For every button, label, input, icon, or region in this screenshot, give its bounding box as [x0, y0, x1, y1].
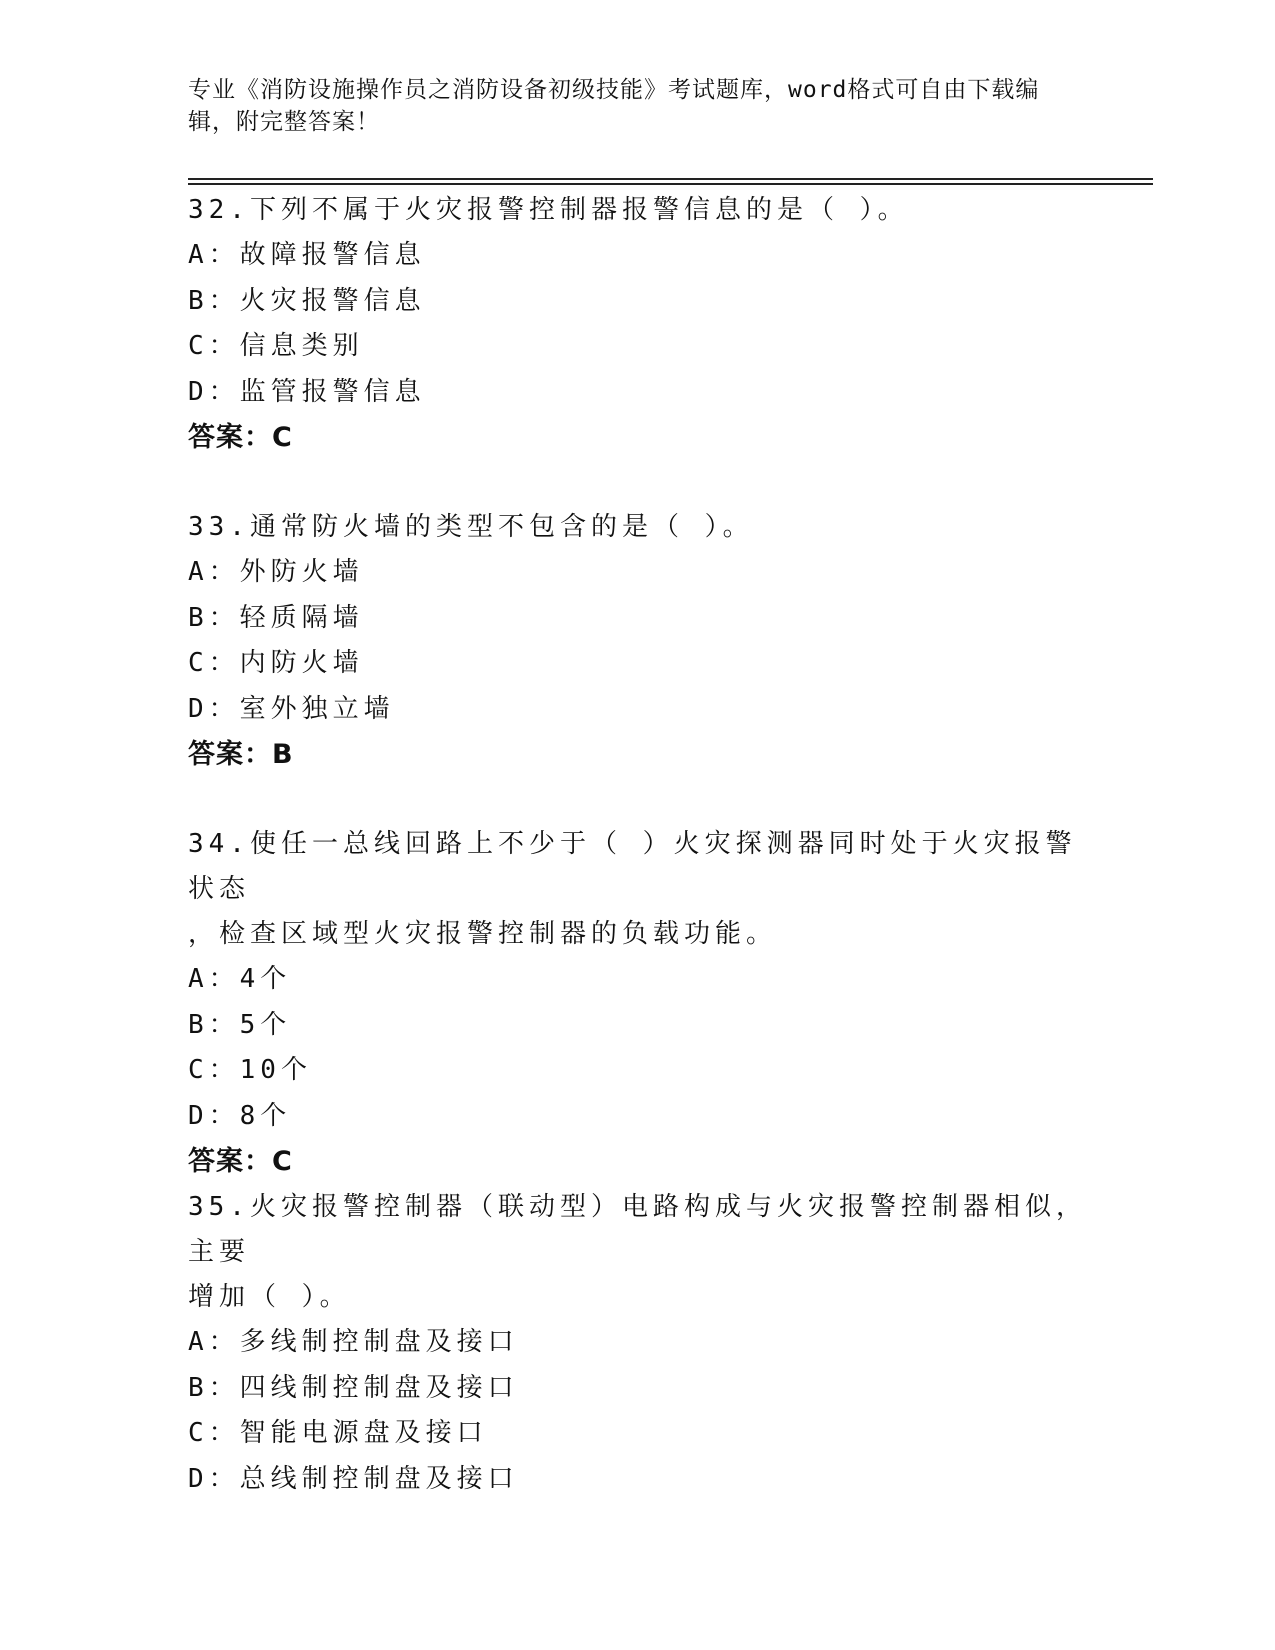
question-34: [188, 822, 1088, 1185]
header-divider-top: [188, 178, 1153, 180]
question-stem-line-1: 35.火灾报警控制器（联动型）电路构成与火灾报警控制器相似，主要: [188, 1192, 1087, 1267]
question-stem: 32.下列不属于火灾报警控制器报警信息的是（ ）。: [188, 195, 909, 225]
question-35: [188, 1185, 1088, 1502]
option-a: A：外防火墙: [188, 557, 364, 587]
option-c: C：内防火墙: [188, 648, 364, 678]
answer: 答案：B: [188, 739, 294, 770]
question-stem-line-2: 增加（ ）。: [188, 1282, 351, 1312]
option-b: B：轻质隔墙: [188, 602, 364, 633]
question-stem-line-1: 34.使任一总线回路上不少于（ ）火灾探测器同时处于火灾报警状态: [188, 829, 1077, 904]
question-stem: 33.通常防火墙的类型不包含的是（ ）。: [188, 512, 754, 542]
option-a: A：4个: [188, 964, 292, 994]
option-d: D：监管报警信息: [188, 376, 426, 407]
answer: 答案：C: [188, 422, 293, 453]
header-divider-bottom: [188, 183, 1153, 185]
option-c: C：10个: [188, 1055, 312, 1085]
header-line-2: 辑，附完整答案！: [188, 109, 380, 135]
option-b: B：火灾报警信息: [188, 285, 426, 316]
option-d: D：室外独立墙: [188, 693, 395, 724]
question-33: [188, 505, 1088, 778]
option-a: A：故障报警信息: [188, 240, 426, 270]
question-32: [188, 188, 1088, 461]
answer: 答案：C: [188, 1146, 293, 1177]
option-b: B：5个: [188, 1009, 292, 1040]
header-line-1: 专业《消防设施操作员之消防设备初级技能》考试题库，word格式可自由下载编: [188, 77, 1040, 103]
question-stem-line-2: ，检查区域型火灾报警控制器的负载功能。: [188, 919, 778, 949]
document-header: [188, 74, 1068, 138]
option-c: C：信息类别: [188, 331, 364, 361]
option-d: D：8个: [188, 1100, 292, 1131]
option-c: C：智能电源盘及接口: [188, 1418, 488, 1448]
option-d: D：总线制控制盘及接口: [188, 1463, 519, 1494]
option-b: B：四线制控制盘及接口: [188, 1372, 519, 1403]
option-a: A：多线制控制盘及接口: [188, 1327, 519, 1357]
